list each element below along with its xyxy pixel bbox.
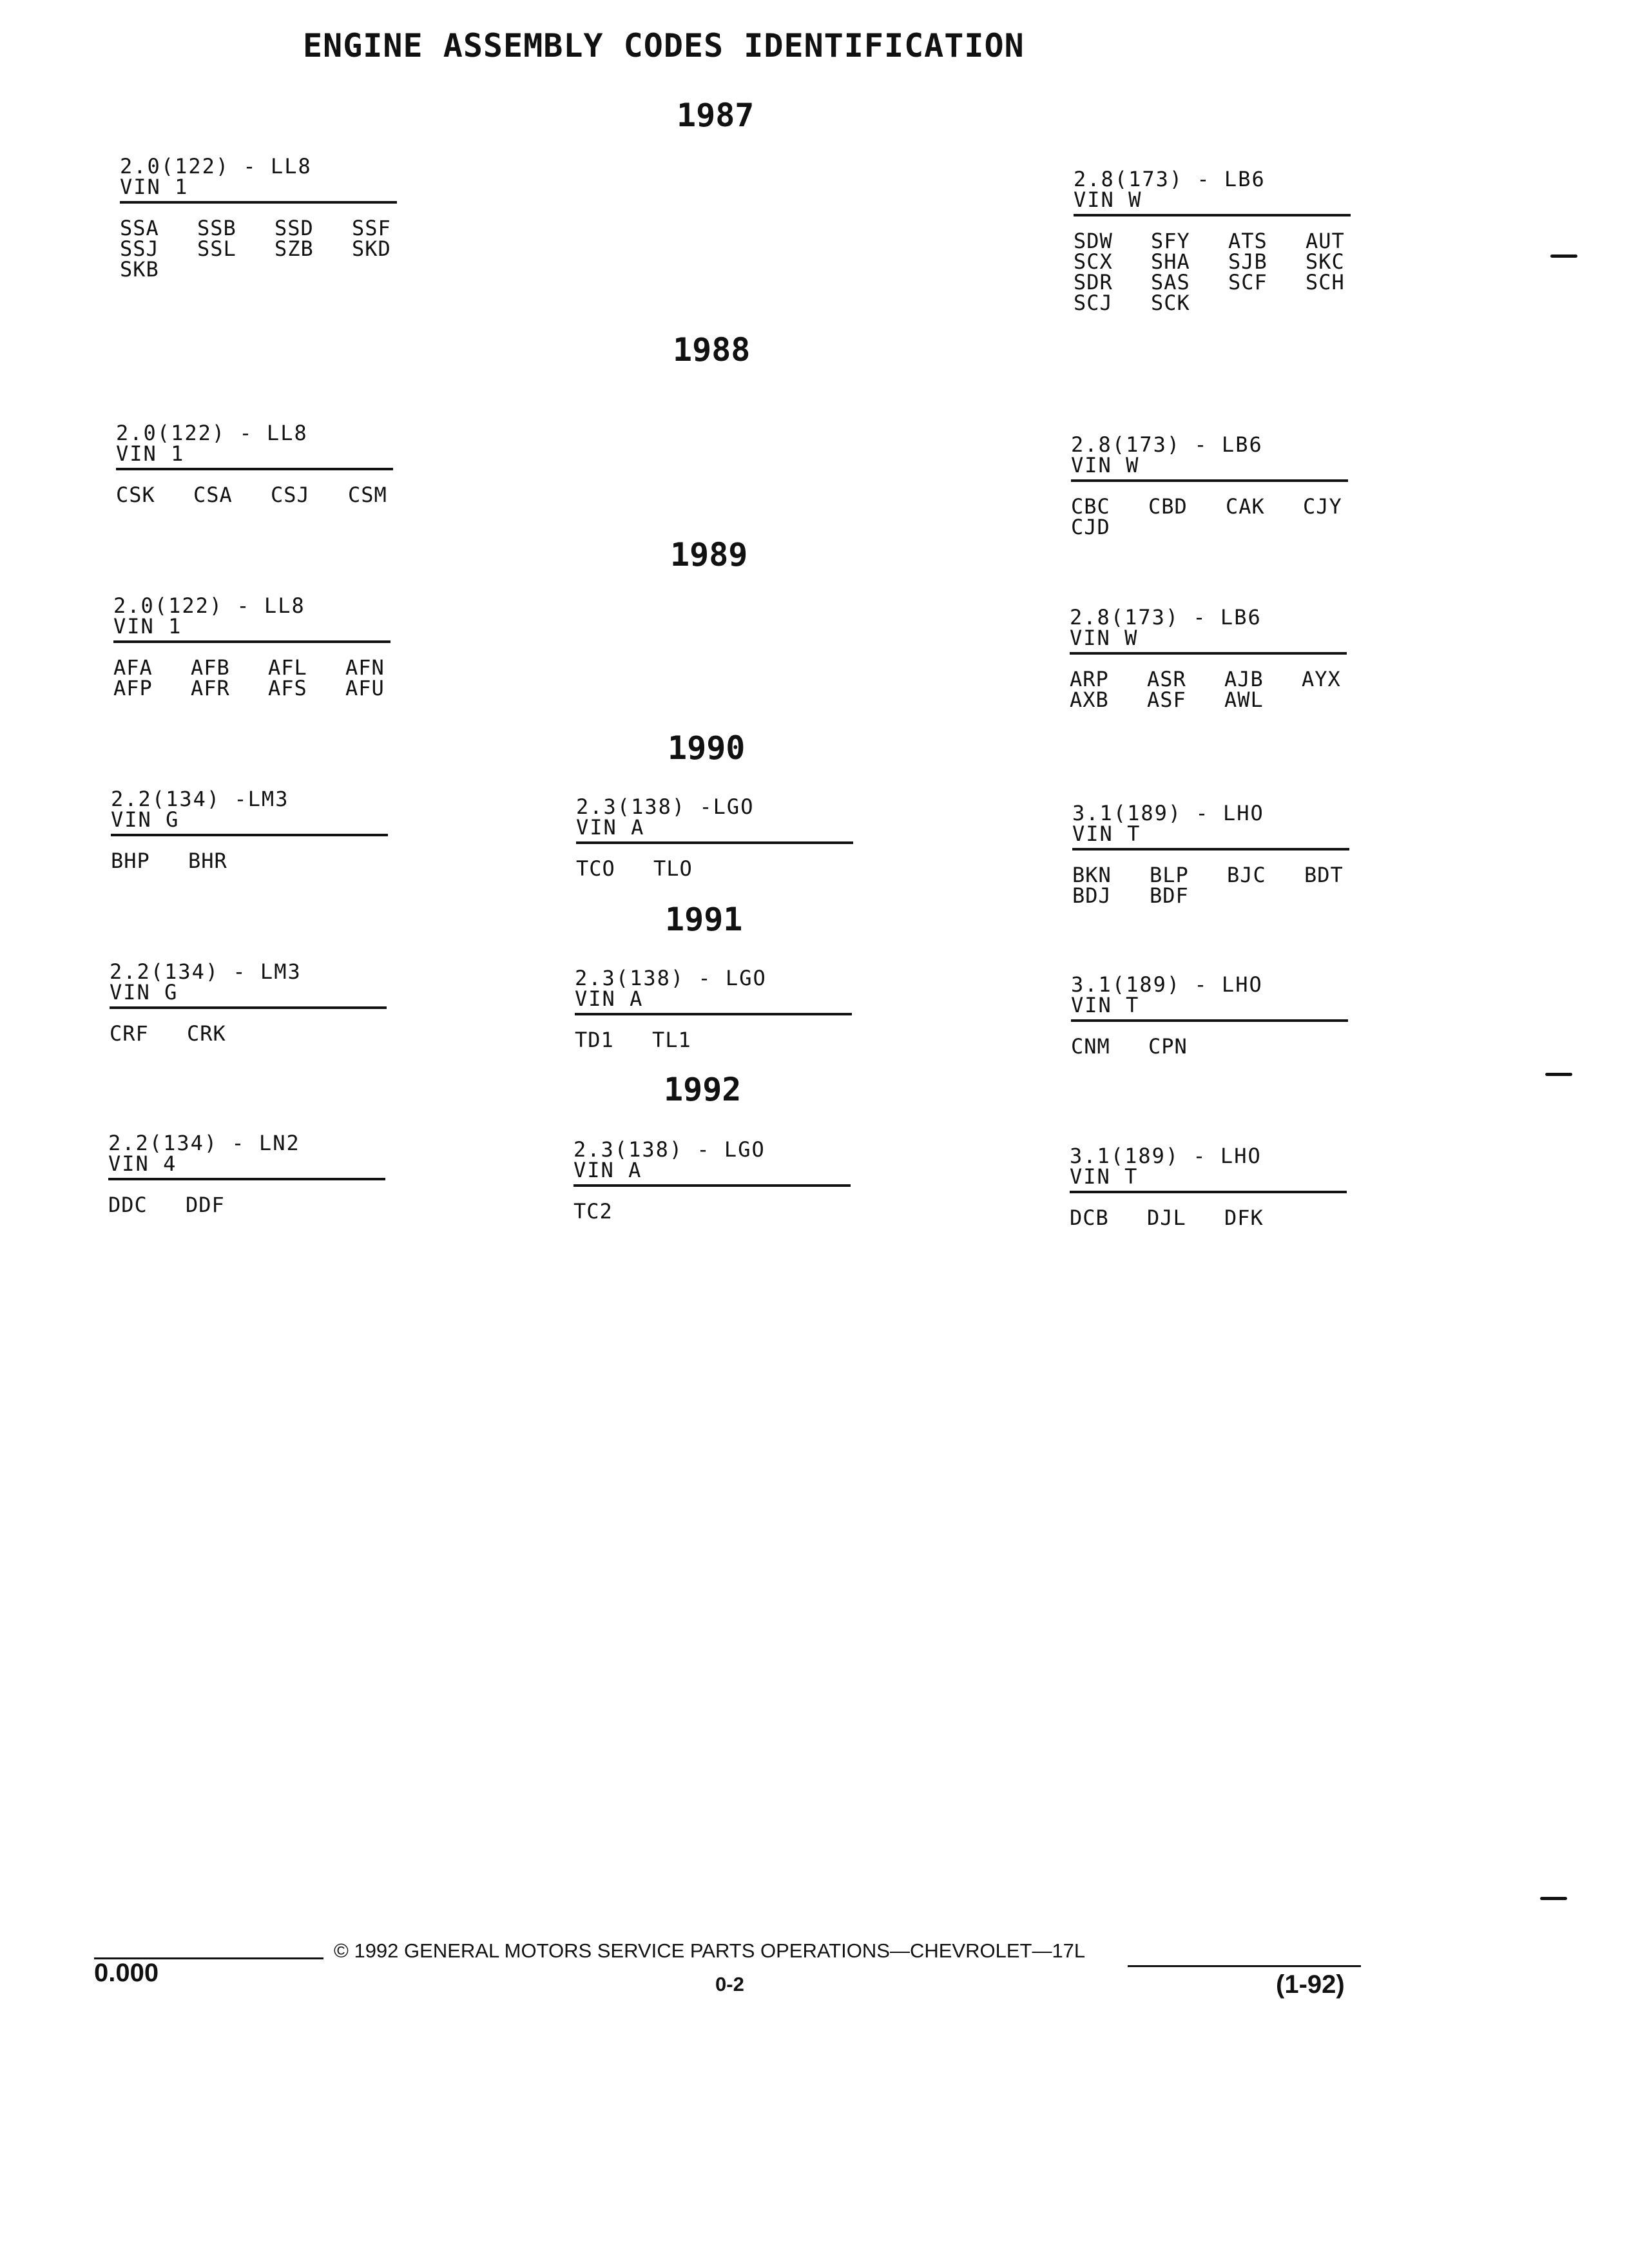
engine-block: [113, 595, 390, 698]
assembly-code: SSA: [120, 216, 159, 240]
vin-label: VIN W: [1074, 187, 1142, 212]
assembly-code: CNM: [1071, 1034, 1110, 1059]
assembly-code: CRK: [187, 1021, 226, 1046]
footer-rule-right: [1128, 1965, 1361, 1967]
assembly-code: TLO: [653, 856, 693, 881]
header-rule: [1071, 1019, 1348, 1022]
code-grid: [575, 1030, 852, 1050]
engine-block: [574, 1139, 851, 1222]
header-rule: [1074, 214, 1351, 216]
assembly-code: CBC: [1071, 494, 1110, 519]
code-grid: [111, 850, 388, 871]
engine-label: 2.3(138) - LGO: [574, 1137, 766, 1162]
header-rule: [576, 841, 853, 844]
assembly-code: CSJ: [271, 483, 310, 507]
vin-label: VIN G: [110, 980, 178, 1004]
engine-label: 2.0(122) - LL8: [113, 593, 305, 618]
assembly-code: AFN: [345, 655, 385, 680]
engine-label: 2.2(134) - LM3: [110, 959, 302, 984]
assembly-code: BDF: [1150, 883, 1189, 908]
header-rule: [113, 640, 390, 643]
assembly-code: SFY: [1151, 229, 1190, 253]
engine-block: [1070, 1146, 1347, 1228]
assembly-code: AFA: [113, 655, 153, 680]
assembly-code: TL1: [652, 1028, 691, 1052]
engine-block: [575, 968, 852, 1050]
assembly-code: CJY: [1303, 494, 1342, 519]
engine-block: [1071, 974, 1348, 1057]
assembly-code: CSA: [193, 483, 233, 507]
header-rule: [120, 201, 397, 204]
assembly-code: TCO: [576, 856, 615, 881]
footer-revision: (1-92): [1276, 1970, 1345, 1999]
engine-block: [576, 796, 853, 879]
assembly-code: SKB: [120, 257, 159, 282]
code-grid: [120, 218, 397, 280]
assembly-code: AUT: [1306, 229, 1345, 253]
year-heading-1992: 1992: [664, 1071, 742, 1108]
assembly-code: SAS: [1151, 270, 1190, 294]
assembly-code: DJL: [1147, 1206, 1186, 1230]
vin-label: VIN A: [574, 1158, 642, 1182]
page-title: ENGINE ASSEMBLY CODES IDENTIFICATION: [303, 27, 1025, 64]
header-rule: [1070, 652, 1347, 655]
vin-label: VIN W: [1070, 626, 1139, 650]
code-grid: [1071, 1036, 1348, 1057]
assembly-code: AJB: [1224, 667, 1264, 691]
code-grid: [1074, 231, 1351, 313]
assembly-code: DDF: [186, 1193, 225, 1217]
assembly-code: SCF: [1228, 270, 1268, 294]
engine-block: [110, 961, 387, 1044]
margin-mark: [1550, 255, 1577, 258]
assembly-code: SSF: [352, 216, 391, 240]
assembly-code: AYX: [1302, 667, 1341, 691]
header-rule: [575, 1013, 852, 1015]
assembly-code: AFR: [191, 676, 230, 700]
margin-mark: [1545, 1073, 1572, 1076]
engine-label: 2.2(134) -LM3: [111, 787, 289, 811]
vin-label: VIN A: [576, 815, 645, 840]
assembly-code: SKD: [352, 236, 391, 261]
vin-label: VIN T: [1072, 822, 1141, 846]
header-rule: [1071, 479, 1348, 482]
assembly-code: SHA: [1151, 249, 1190, 274]
assembly-code: AFB: [191, 655, 230, 680]
assembly-code: SSJ: [120, 236, 159, 261]
engine-block: [1071, 434, 1348, 537]
code-grid: [108, 1195, 385, 1215]
assembly-code: CAK: [1226, 494, 1265, 519]
assembly-code: SCK: [1151, 291, 1190, 315]
assembly-code: TD1: [575, 1028, 614, 1052]
code-grid: [116, 485, 393, 505]
engine-label: 2.8(173) - LB6: [1070, 605, 1262, 629]
header-rule: [1072, 848, 1349, 850]
code-grid: [1070, 1207, 1347, 1228]
assembly-code: SDW: [1074, 229, 1113, 253]
header-rule: [110, 1006, 387, 1009]
header-rule: [108, 1178, 385, 1180]
assembly-code: SCJ: [1074, 291, 1113, 315]
assembly-code: SSB: [197, 216, 236, 240]
assembly-code: SJB: [1228, 249, 1268, 274]
engine-label: 3.1(189) - LHO: [1070, 1144, 1262, 1168]
assembly-code: DFK: [1224, 1206, 1264, 1230]
assembly-code: BDT: [1304, 863, 1344, 887]
assembly-code: ATS: [1228, 229, 1268, 253]
footer-page-number: 0-2: [715, 1973, 744, 1995]
engine-label: 2.2(134) - LN2: [108, 1131, 300, 1155]
assembly-code: AFS: [268, 676, 307, 700]
assembly-code: TC2: [574, 1199, 613, 1224]
code-grid: [113, 657, 390, 698]
code-grid: [1071, 496, 1348, 537]
assembly-code: AXB: [1070, 687, 1109, 712]
code-grid: [1070, 669, 1347, 710]
assembly-code: SCX: [1074, 249, 1113, 274]
assembly-code: CSK: [116, 483, 155, 507]
engine-block: [1074, 169, 1351, 313]
year-heading-1991: 1991: [665, 901, 743, 938]
assembly-code: CJD: [1071, 515, 1110, 539]
code-grid: [1072, 865, 1349, 906]
engine-label: 3.1(189) - LHO: [1071, 972, 1263, 997]
engine-block: [116, 423, 393, 505]
assembly-code: AFP: [113, 676, 153, 700]
assembly-code: SZB: [275, 236, 314, 261]
assembly-code: BDJ: [1072, 883, 1112, 908]
header-rule: [116, 468, 393, 470]
engine-label: 2.3(138) - LGO: [575, 966, 767, 990]
year-heading-1988: 1988: [673, 331, 751, 369]
vin-label: VIN W: [1071, 453, 1140, 477]
assembly-code: CBD: [1148, 494, 1188, 519]
vin-label: VIN 4: [108, 1151, 177, 1176]
header-rule: [111, 834, 388, 836]
assembly-code: CRF: [110, 1021, 149, 1046]
engine-block: [108, 1133, 385, 1215]
engine-block: [120, 156, 397, 280]
footer-section-number: 0.000: [94, 1959, 159, 1987]
engine-block: [111, 789, 388, 871]
code-grid: [576, 858, 853, 879]
assembly-code: SCH: [1306, 270, 1345, 294]
engine-label: 2.8(173) - LB6: [1071, 432, 1263, 457]
engine-label: 2.8(173) - LB6: [1074, 167, 1266, 191]
footer-copyright: © 1992 GENERAL MOTORS SERVICE PARTS OPERATIONS—CHEVROLET—17L: [334, 1939, 1086, 1962]
vin-label: VIN 1: [113, 614, 182, 639]
year-heading-1987: 1987: [677, 97, 755, 134]
engine-label: 3.1(189) - LHO: [1072, 801, 1264, 825]
assembly-code: AFL: [268, 655, 307, 680]
assembly-code: CPN: [1148, 1034, 1188, 1059]
assembly-code: BJC: [1227, 863, 1266, 887]
year-heading-1990: 1990: [668, 729, 746, 767]
engine-block: [1070, 607, 1347, 710]
assembly-code: CSM: [348, 483, 387, 507]
assembly-code: BKN: [1072, 863, 1112, 887]
year-heading-1989: 1989: [670, 536, 748, 573]
code-grid: [110, 1023, 387, 1044]
vin-label: VIN A: [575, 986, 644, 1011]
header-rule: [574, 1184, 851, 1187]
assembly-code: SSL: [197, 236, 236, 261]
assembly-code: BHP: [111, 849, 150, 873]
vin-label: VIN G: [111, 807, 180, 832]
assembly-code: ARP: [1070, 667, 1109, 691]
assembly-code: DDC: [108, 1193, 148, 1217]
assembly-code: BHR: [188, 849, 227, 873]
vin-label: VIN 1: [120, 175, 189, 199]
engine-label: 2.3(138) -LGO: [576, 794, 755, 819]
assembly-code: BLP: [1150, 863, 1189, 887]
vin-label: VIN 1: [116, 441, 185, 466]
margin-mark: [1540, 1897, 1567, 1900]
vin-label: VIN T: [1071, 993, 1140, 1017]
assembly-code: ASF: [1147, 687, 1186, 712]
vin-label: VIN T: [1070, 1164, 1139, 1189]
assembly-code: DCB: [1070, 1206, 1109, 1230]
assembly-code: ASR: [1147, 667, 1186, 691]
engine-label: 2.0(122) - LL8: [116, 421, 308, 445]
assembly-code: SSD: [275, 216, 314, 240]
assembly-code: SKC: [1306, 249, 1345, 274]
assembly-code: AFU: [345, 676, 385, 700]
code-grid: [574, 1201, 851, 1222]
engine-block: [1072, 803, 1349, 906]
engine-label: 2.0(122) - LL8: [120, 154, 312, 178]
header-rule: [1070, 1191, 1347, 1193]
assembly-code: AWL: [1224, 687, 1264, 712]
assembly-code: SDR: [1074, 270, 1113, 294]
